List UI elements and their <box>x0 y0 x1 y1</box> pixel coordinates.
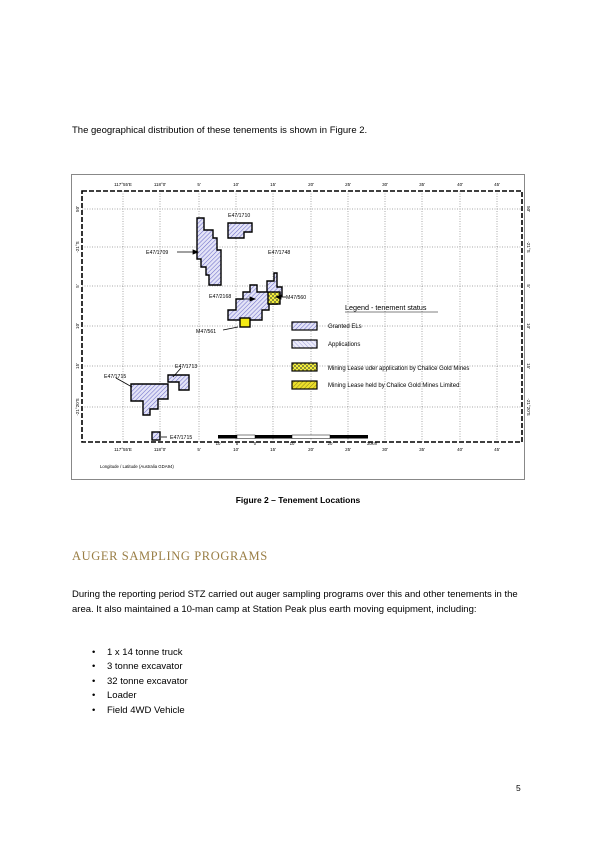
legend-swatch-applications <box>292 340 317 348</box>
intro-text: The geographical distribution of these tenements is shown in Figure 2. <box>72 125 368 136</box>
right-tick-label: 15' <box>526 363 531 369</box>
figure-caption: Figure 2 – Tenement Locations <box>235 495 361 505</box>
tenement-e47-1713-label: E47/1713 <box>175 364 198 370</box>
bottom-tick-label: 45' <box>494 447 500 452</box>
tenement-m47-561-polygon <box>240 318 250 327</box>
left-tick-label: -21°S <box>75 241 80 253</box>
list-item: • 3 tonne excavator <box>92 660 188 674</box>
tenement-m47-561-label: M47/561 <box>196 329 217 335</box>
scale-label: 20 <box>327 441 333 446</box>
right-tick-label: 5' <box>526 284 531 288</box>
left-tick-label: 15' <box>75 363 80 369</box>
bottom-tick-label: 25' <box>345 447 351 452</box>
bottom-tick-label: 35' <box>419 447 425 452</box>
scale-label: 30km <box>366 441 378 446</box>
equipment-list <box>92 646 188 718</box>
section-heading: AUGER SAMPLING PROGRAMS <box>72 549 268 563</box>
tenement-location-map <box>71 174 531 480</box>
legend-label-ml-application: Mining Lease uder application by Chalice Gold Mines <box>328 366 470 372</box>
top-tick-label: 5' <box>197 182 201 187</box>
top-tick-label: 30' <box>382 182 388 187</box>
right-tick-label: -21°20'S <box>526 398 531 416</box>
legend-swatch-ml-application <box>292 363 317 371</box>
legend-label-granted: Granted ELs <box>328 324 362 330</box>
tenement-e47-1709-label: E47/1709 <box>146 250 169 256</box>
bottom-tick-label: 20' <box>308 447 314 452</box>
left-tick-label: -21°20'S <box>75 398 80 416</box>
tenement-e47-1709-polygon <box>197 218 221 285</box>
list-item: • 32 tonne excavator <box>92 675 188 689</box>
map-datum-label: Longitude / Latitude (Australia GDA94) <box>100 464 174 469</box>
right-tick-label: 10' <box>526 323 531 329</box>
tenement-e47-1715-label: E47/1715 <box>104 374 127 380</box>
bottom-tick-label: 15' <box>270 447 276 452</box>
top-tick-label: 118°0' <box>153 182 167 187</box>
bottom-tick-label: 5' <box>197 447 201 452</box>
left-tick-label: 10' <box>75 323 80 329</box>
bottom-tick-label: 118°0' <box>153 447 167 452</box>
section-paragraph: During the reporting period STZ carried out auger sampling programs over this and other tenements in the area. It also maintained a 10-man camp at Station Peak plus earth moving equipment, including: <box>72 589 518 615</box>
legend-label-ml-held: Mining Lease held by Chalice Gold Mines Limited <box>328 383 460 389</box>
legend-swatch-ml-held <box>292 381 317 389</box>
page-number: 5 <box>516 783 521 793</box>
tenement-e47-1713-polygon <box>168 375 189 390</box>
list-item: • Field 4WD Vehicle <box>92 704 188 718</box>
right-tick-label: 50' <box>526 206 531 212</box>
scale-label: 0 <box>253 441 257 446</box>
top-tick-label: 117°55'E <box>114 182 132 187</box>
legend-title: Legend - tenement status <box>345 303 427 312</box>
tenement-e47-1748-label: E47/1748 <box>268 250 291 256</box>
bottom-tick-label: 10' <box>233 447 239 452</box>
tenement-e47-1710-polygon <box>228 223 252 238</box>
top-tick-label: 20' <box>308 182 314 187</box>
map-legend <box>292 303 469 389</box>
tenement-e47-2168-label: E47/2168 <box>209 294 232 300</box>
map-graphic <box>72 175 531 481</box>
tenement-e47-1715-small-polygon <box>152 432 160 440</box>
top-tick-label: 10' <box>233 182 239 187</box>
legend-swatch-granted <box>292 322 317 330</box>
scale-label: 10 <box>289 441 295 446</box>
tenement-e47-1715-polygon <box>131 384 168 415</box>
bottom-tick-label: 30' <box>382 447 388 452</box>
scale-label: 5 <box>235 441 239 446</box>
map-scale-bar <box>216 435 378 446</box>
left-tick-label: 50' <box>75 206 80 212</box>
top-tick-label: 45' <box>494 182 500 187</box>
bottom-tick-label: 40' <box>457 447 463 452</box>
top-tick-label: 35' <box>419 182 425 187</box>
tenement-e47-1710-label: E47/1710 <box>228 213 251 219</box>
bottom-tick-label: 117°55'E <box>114 447 132 452</box>
top-tick-label: 40' <box>457 182 463 187</box>
tenement-e47-1715-small-label: E47/1715 <box>170 435 193 441</box>
tenement-m47-560-label: M47/560 <box>286 295 307 301</box>
top-tick-label: 15' <box>270 182 276 187</box>
right-tick-label: -21°S <box>526 241 531 253</box>
scale-label: 10 <box>215 441 221 446</box>
list-item: • Loader <box>92 689 188 703</box>
list-item: • 1 x 14 tonne truck <box>92 646 188 660</box>
top-tick-label: 25' <box>345 182 351 187</box>
legend-label-applications: Applications <box>328 342 361 348</box>
left-tick-label: 5' <box>75 284 80 288</box>
